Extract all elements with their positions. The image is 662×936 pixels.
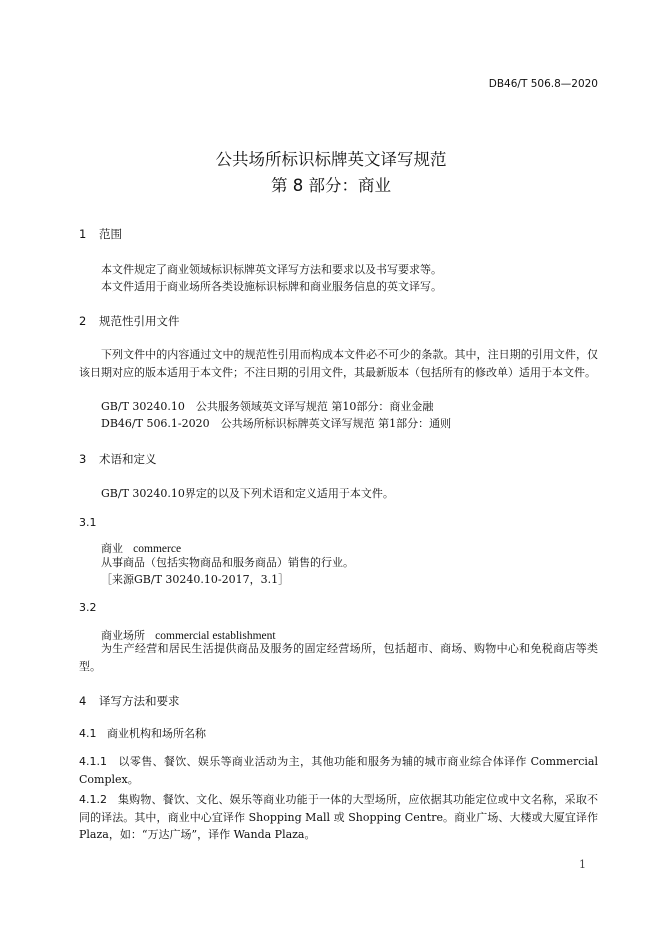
document-subtitle: 第 8 部分：商业	[271, 176, 391, 195]
section-1-heading	[79, 226, 122, 242]
paragraph-text: 下列文件中的内容通过文中的规范性引用而构成本文件必不可少的条款。其中，注日期的引用文件，仅该日期对应的版本适用于本文件；不注日期的引用文件，其最新版本（包括所有的修改单）适用于本文件。	[79, 348, 598, 379]
section-number: 4	[79, 694, 87, 708]
section-2-heading	[79, 313, 180, 329]
term-definition	[79, 640, 598, 675]
section-4-heading	[79, 693, 180, 709]
term-source: ［来源GB/T 30240.10-2017，3.1］	[101, 573, 290, 586]
page-number: 1	[579, 858, 586, 871]
document-title: 公共场所标识标牌英文译写规范	[215, 150, 447, 169]
section-number: 1	[79, 227, 87, 241]
section-number: 2	[79, 314, 87, 328]
paragraph	[79, 346, 598, 381]
clause-4-1-1	[79, 753, 598, 788]
clause-number: 4.1.2	[79, 793, 107, 806]
clause-number: 4.1.1	[79, 755, 107, 768]
reference-item: DB46/T 506.1-2020 公共场所标识标牌英文译写规范 第1部分：通则	[101, 417, 452, 430]
section-title: 范围	[99, 227, 122, 241]
section-number: 3	[79, 452, 87, 466]
term-english: commercial establishment	[155, 630, 276, 642]
clause-text: 以零售、餐饮、娱乐等商业活动为主，其他功能和服务为辅的城市商业综合体译作 Commercial Complex。	[79, 755, 598, 786]
paragraph: 本文件规定了商业领域标识标牌英文译写方法和要求以及书写要求等。	[101, 263, 442, 276]
term-number: 3.1	[79, 516, 97, 529]
subsection-number: 4.1	[79, 727, 97, 740]
section-3-heading	[79, 451, 157, 467]
term-english: commerce	[133, 543, 182, 555]
section-title: 规范性引用文件	[99, 314, 180, 328]
subsection-title: 商业机构和场所名称	[107, 727, 206, 740]
term-chinese: 商业	[101, 542, 123, 555]
clause-text: 集购物、餐饮、文化、娱乐等商业功能于一体的大型场所，应依据其功能定位或中文名称，采取不同的译法。其中，商业中心宜译作 Shopping Mall 或 Shopping Centre。商业广场、大楼或大厦宜译作 Plaza，如：“万达广场”，译作 Wanda Plaza。	[79, 793, 598, 841]
reference-item: GB/T 30240.10 公共服务领域英文译写规范 第10部分：商业金融	[101, 400, 434, 413]
term-chinese: 商业场所	[101, 629, 145, 642]
term-definition: 从事商品（包括实物商品和服务商品）销售的行业。	[101, 556, 354, 569]
standard-code: DB46/T 506.8—2020	[488, 78, 598, 90]
paragraph: GB/T 30240.10界定的以及下列术语和定义适用于本文件。	[101, 487, 394, 500]
paragraph: 本文件适用于商业场所各类设施标识标牌和商业服务信息的英文译写。	[101, 280, 442, 293]
paragraph-text: 为生产经营和居民生活提供商品及服务的固定经营场所，包括超市、商场、购物中心和免税商店等类型。	[79, 642, 598, 673]
subsection-heading	[79, 725, 206, 741]
term-number: 3.2	[79, 601, 97, 614]
clause-4-1-2	[79, 791, 598, 844]
section-title: 术语和定义	[99, 452, 157, 466]
section-title: 译写方法和要求	[99, 694, 180, 708]
